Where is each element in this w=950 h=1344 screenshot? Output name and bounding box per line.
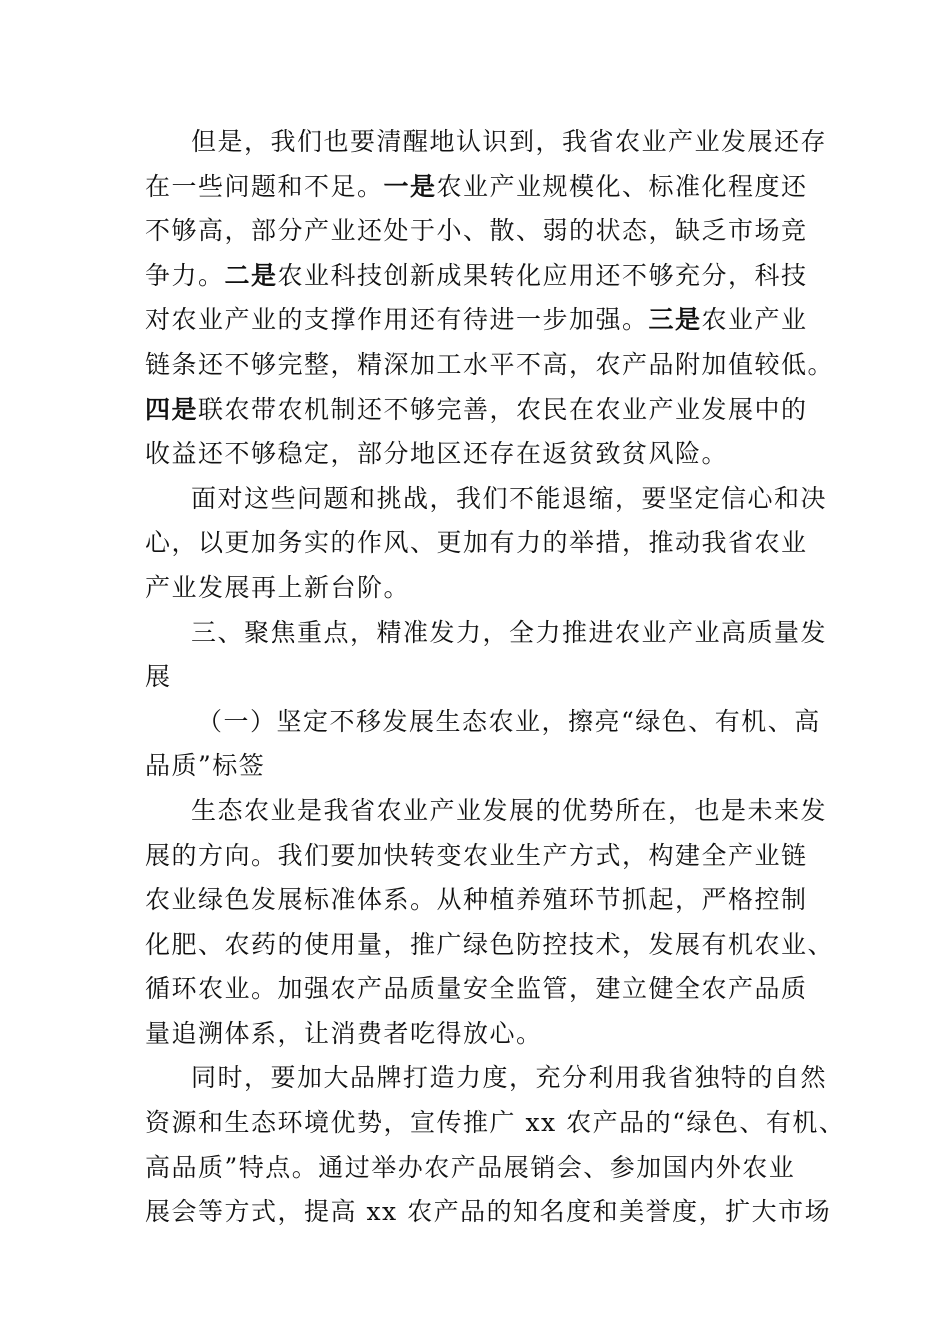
text-line: 展 [145,662,172,692]
text-line: 但是，我们也要清醒地认识到，我省农业产业发展还存 [191,127,828,156]
text-line [145,165,810,210]
text-span: 对农业产业的支撑作用还有待进一步加强。 [145,305,649,335]
bold-marker: 四是 [145,394,199,424]
text-line: 链条还不够完整，精深加工水平不高，农产品附加值较低。 [145,349,835,379]
text-line: 同时，要加大品牌打造力度，充分利用我省独特的自然 [191,1063,828,1093]
text-span: 在一些问题和不足。 [145,171,384,201]
text-line: 产业发展再上新台阶。 [145,572,411,602]
paragraph-branding [145,1056,846,1234]
paragraph-resolve [145,477,828,611]
text-span: 农业产业 [701,305,808,335]
text-line: 高品质”特点。通过举办农产品展销会、参加国内外农业 [145,1152,796,1182]
section-heading [145,611,828,700]
text-line: 心，以更加务实的作风、更加有力的举措，推动我省农业 [145,528,808,558]
text-span: 农业产业规模化、标准化程度还 [436,171,808,201]
text-line: 资源和生态环境优势，宣传推广 xx 农产品的“绿色、有机、 [145,1108,846,1138]
text-span: 农业科技创新成果转化应用还不够充分，科技 [277,260,808,290]
text-line: 展会等方式，提高 xx 农产品的知名度和美誉度，扩大市场 [145,1197,832,1227]
document-body [145,120,846,1235]
text-line: 化肥、农药的使用量，推广绿色防控技术，发展有机农业、 [145,929,835,959]
text-line: 农业绿色发展标准体系。从种植养殖环节抓起，严格控制 [145,885,808,915]
paragraph-eco-agriculture [145,789,835,1057]
text-line: 三、聚焦重点，精准发力，全力推进农业产业高质量发 [191,617,828,647]
text-line: （一）坚定不移发展生态农业，擦亮“绿色、有机、高 [197,706,821,736]
text-line: 面对这些问题和挑战，我们不能退缩，要坚定信心和决 [191,483,828,513]
text-line [145,298,810,343]
text-line [145,388,810,433]
bold-marker: 二是 [224,260,278,290]
bold-marker: 三是 [648,305,702,335]
text-line: 品质”标签 [145,751,266,781]
text-line: 不够高，部分产业还处于小、散、弱的状态，缺乏市场竞 [145,216,808,246]
paragraph-problems [145,120,835,477]
text-line: 收益还不够稳定，部分地区还存在返贫致贫风险。 [145,439,729,469]
bold-marker: 一是 [383,171,437,201]
subsection-heading [145,700,821,789]
text-line: 循环农业。加强农产品质量安全监管，建立健全农产品质 [145,974,808,1004]
text-line: 量追溯体系，让消费者吃得放心。 [145,1018,543,1048]
text-span: 争力。 [145,260,225,290]
text-line [145,254,810,299]
text-span: 联农带农机制还不够完善，农民在农业产业发展中的 [198,394,808,424]
text-line: 展的方向。我们要加快转变农业生产方式，构建全产业链 [145,840,808,870]
text-line: 生态农业是我省农业产业发展的优势所在，也是未来发 [191,795,828,825]
